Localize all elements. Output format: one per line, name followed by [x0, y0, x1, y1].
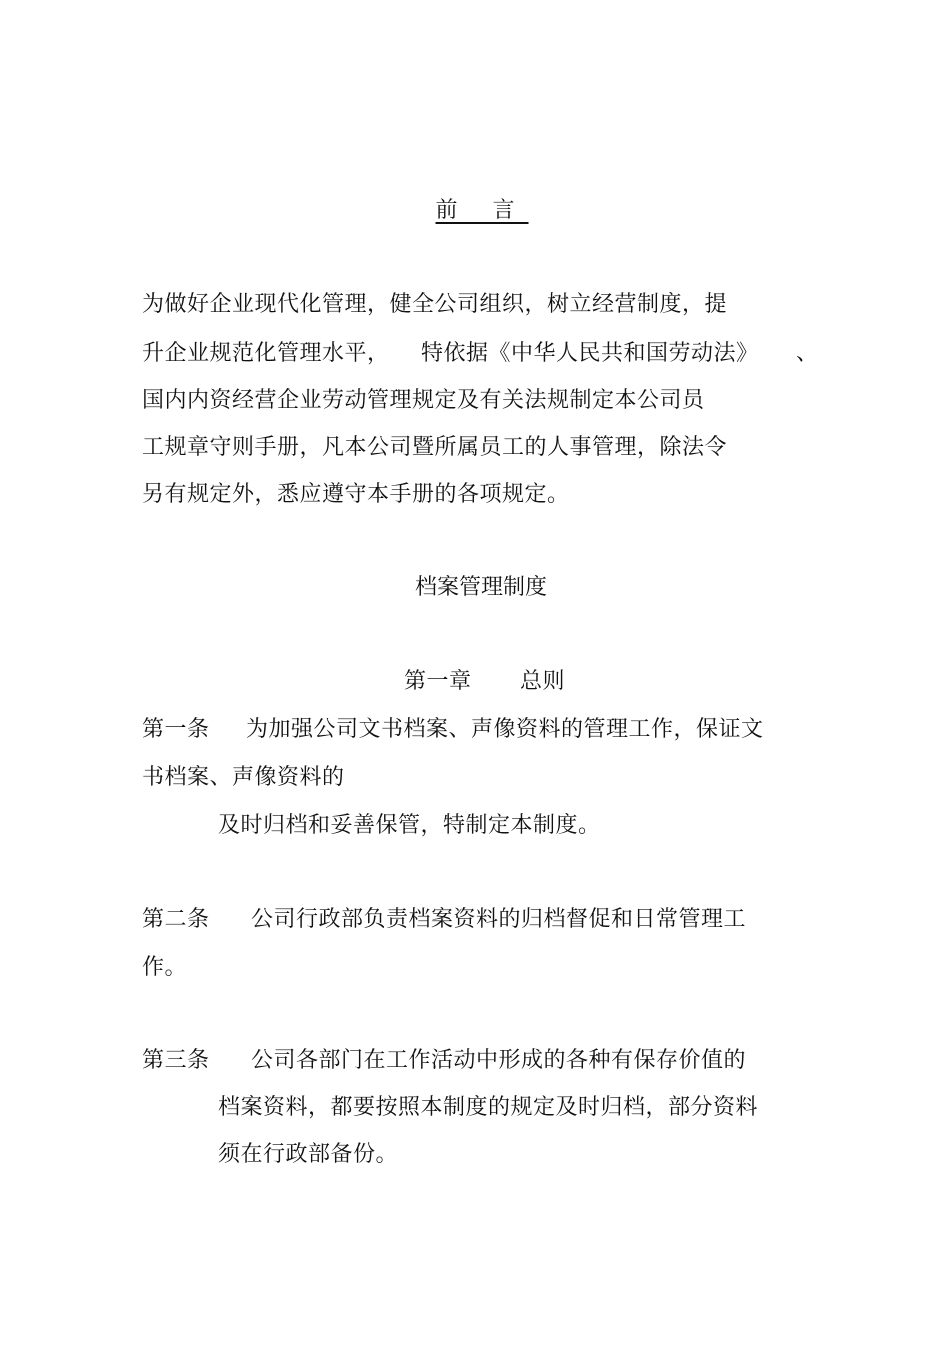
chapter-number: 第一章 — [404, 669, 472, 694]
preface-line-3: 国内内资经营企业劳动管理规定及有关法规制定本公司员 — [142, 388, 705, 413]
article-3-line-1: 公司各部门在工作活动中形成的各种有保存价值的 — [251, 1048, 747, 1073]
article-2-line-2: 作。 — [142, 955, 188, 980]
article-3-line-2: 档案资料，都要按照本制度的规定及时归档，部分资料 — [218, 1095, 759, 1120]
preface-line-1: 为做好企业现代化管理，健全公司组织，树立经营制度，提 — [142, 292, 728, 317]
preface-line-4: 工规章守则手册，凡本公司暨所属员工的人事管理，除法令 — [142, 435, 728, 460]
article-2-label: 第二条 — [142, 907, 210, 932]
section-title: 档案管理制度 — [414, 575, 547, 600]
preface-line-2a: 升企业规范化管理水平， — [142, 341, 390, 366]
preface-title — [0, 196, 950, 226]
article-1-label: 第一条 — [142, 717, 210, 742]
article-3-label: 第三条 — [142, 1048, 210, 1073]
article-3-line-3: 须在行政部备份。 — [218, 1142, 399, 1167]
article-1-line-2: 书档案、声像资料的 — [142, 765, 345, 790]
article-1-line-3: 及时归档和妥善保管，特制定本制度。 — [218, 813, 601, 838]
preface-line-5: 另有规定外，悉应遵守本手册的各项规定。 — [142, 482, 570, 507]
chapter-name: 总则 — [520, 669, 566, 694]
preface-line-2c: 、 — [796, 341, 819, 366]
article-2-line-1: 公司行政部负责档案资料的归档督促和日常管理工 — [251, 907, 747, 932]
article-1-line-1: 为加强公司文书档案、声像资料的管理工作，保证文 — [246, 717, 764, 742]
preface-line-2b: 特依据《中华人民共和国劳动法》 — [421, 341, 759, 366]
preface-title-text: 前 言 — [435, 198, 529, 223]
